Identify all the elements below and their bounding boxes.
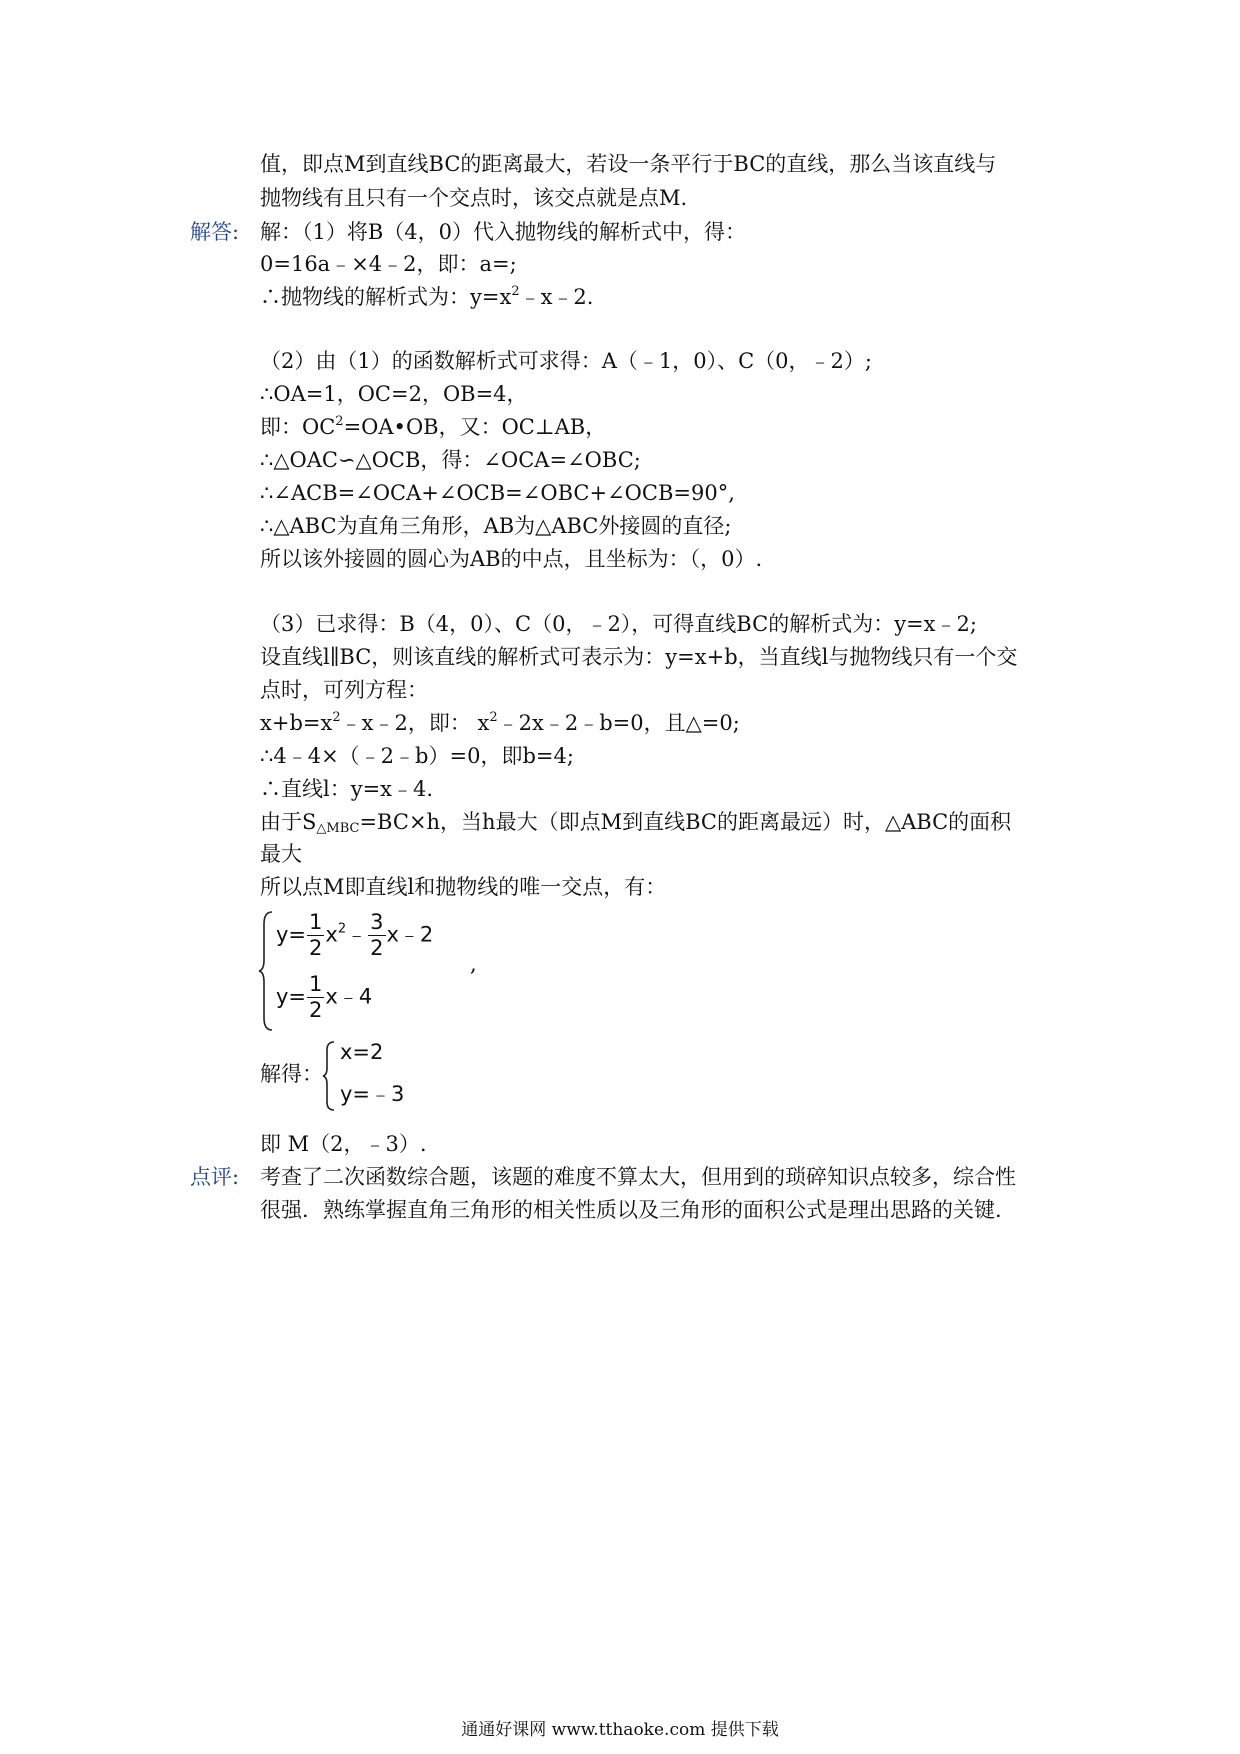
part1-line-3: ∴抛物线的解析式为：$y=x^2﹣x﹣2$. <box>260 284 594 309</box>
answer-label: 解答: <box>190 220 240 244</box>
part2-line-3: 即：$OC^2=OA•OB$，又：OC⊥AB， <box>260 414 607 439</box>
analysis-line-2: 抛物线有且只有一个交点时，该交点就是点M. <box>260 186 688 210</box>
part1-line-1: 解：（1）将B（4，0）代入抛物线的解析式中，得： <box>260 220 747 244</box>
part3-line-8: 最大 <box>260 842 302 866</box>
part2-line-5: ∴∠ACB=∠OCA+∠OCB=∠OBC+∠OCB=90°, <box>260 481 735 505</box>
part3-line-6: ∴直线l：y=x﹣4. <box>260 777 434 801</box>
comment-line-2: 很强．熟练掌握直角三角形的相关性质以及三角形的面积公式是理出思路的关键. <box>260 1198 1002 1222</box>
system2-equation-1: x=2 <box>340 1040 384 1064</box>
comment-label: 点评: <box>190 1165 240 1189</box>
part3-line-1: （3）已求得：B（4，0）、C（0，﹣2），可得直线BC的解析式为：y=x﹣2; <box>260 612 977 636</box>
system2-equation-2: y=﹣3 <box>340 1082 405 1106</box>
part2-line-1: （2）由（1）的函数解析式可求得：A（﹣1，0）、C（0，﹣2）; <box>260 349 872 373</box>
left-brace-icon <box>322 1040 336 1112</box>
left-brace-icon <box>258 910 274 1032</box>
final-answer: 即 M（2，﹣3）. <box>260 1132 427 1156</box>
part3-line-3: 点时，可列方程： <box>260 678 428 702</box>
page-footer: 通通好课网 www.tthaoke.com 提供下载 <box>461 1720 779 1740</box>
part2-line-2: ∴OA=1，OC=2，OB=4， <box>260 382 528 406</box>
part2-line-6: ∴△ABC为直角三角形，AB为△ABC外接圆的直径; <box>260 514 732 538</box>
system1-equation-2: y= $\frac{1}{2}$ x﹣4 <box>276 972 373 1022</box>
comment-line-1: 考查了二次函数综合题，该题的难度不算太大，但用到的琐碎知识点较多，综合性 <box>260 1165 1016 1189</box>
part1-line-2: 0=16a﹣×4﹣2，即：a=; <box>260 252 517 276</box>
part3-line-5: ∴4﹣4×（﹣2﹣b）=0，即b=4; <box>260 744 574 768</box>
part2-line-4: ∴△OAC∽△OCB，得：∠OCA=∠OBC; <box>260 448 641 472</box>
part3-line-2: 设直线l∥BC，则该直线的解析式可表示为：y=x+b，当直线l与抛物线只有一个交 <box>260 645 1018 669</box>
part2-line-7: 所以该外接圆的圆心为AB的中点，且坐标为：（，0）. <box>260 547 763 571</box>
solve-label: 解得： <box>260 1062 323 1086</box>
analysis-line-1: 值，即点M到直线BC的距离最大，若设一条平行于BC的直线，那么当该直线与 <box>260 152 997 176</box>
part3-line-4: $x+b=x^2﹣x﹣2$，即： $x^2﹣2x﹣2﹣b=0$，且△=0; <box>260 710 740 735</box>
system1-comma: , <box>470 952 477 976</box>
part3-line-9: 所以点M即直线l和抛物线的唯一交点，有： <box>260 875 667 899</box>
system1-equation-1: y= $\frac{1}{2}$ $x^2﹣$ $\frac{3}{2}$ x﹣2 <box>276 910 434 960</box>
part3-line-7: 由于$S_{\triangle MBC}=BC\times h$，当h最大（即点M到直线BC的距离最远）时，△ABC的面积 <box>260 810 1012 836</box>
